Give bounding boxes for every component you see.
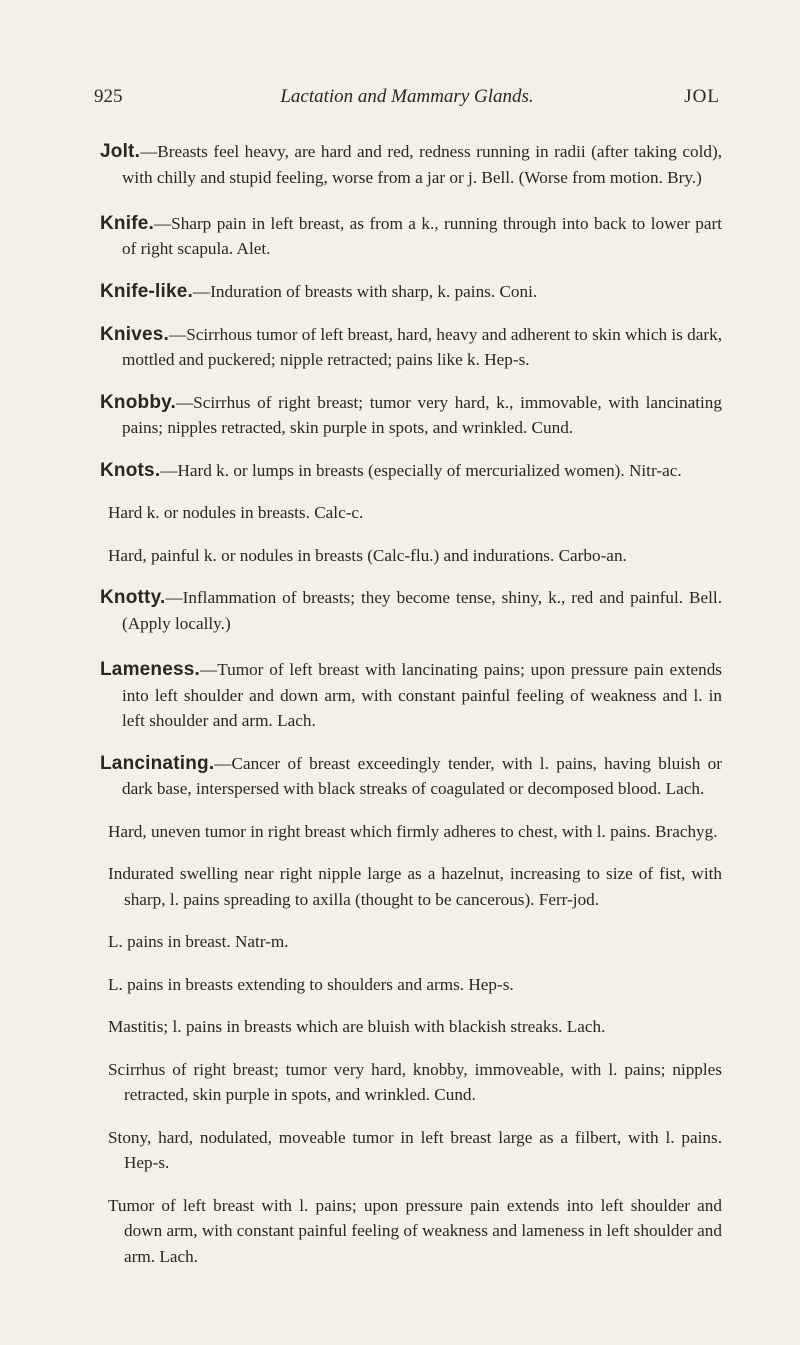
running-header xyxy=(94,86,720,116)
entry-text: —Scirrhus of right breast; tumor very hard, k., immovable, with lancinating pains; nipples retracted, skin purple in spots, and wrinkled. Cund. xyxy=(122,392,722,437)
entry-keyword: Knives. xyxy=(100,323,169,345)
entry-paragraph xyxy=(100,279,722,304)
entry-lameness xyxy=(100,657,722,733)
entry-text: —Inflammation of breasts; they become tense, shiny, k., red and painful. Bell. (Apply locally.) xyxy=(122,588,722,633)
entry-keyword: Knobby. xyxy=(100,391,176,413)
entry-keyword: Knife-like. xyxy=(100,281,193,302)
entry-subparagraph: Indurated swelling near right nipple large as a hazelnut, increasing to size of fist, with sharp, l. pains spreading to axilla (thought to be cancerous). Ferr-jod. xyxy=(108,864,722,909)
entry-keyword: Knife. xyxy=(100,213,154,234)
entry-jolt xyxy=(100,139,722,190)
entry-paragraph xyxy=(100,585,722,636)
entry-knotty xyxy=(100,585,722,636)
entry-knife-like xyxy=(100,279,722,304)
entry-subparagraph: Tumor of left breast with l. pains; upon pressure pain extends into left shoulder and down arm, with constant painful feeling of weakness and lameness in left shoulder and arm. Lach. xyxy=(108,1195,722,1266)
entry-subparagraph: Mastitis; l. pains in breasts which are bluish with blackish streaks. Lach. xyxy=(108,1017,606,1037)
entry-subparagraph: Scirrhus of right breast; tumor very hard, knobby, immoveable, with l. pains; nipples retracted, skin purple in spots, and wrinkled. Cund. xyxy=(108,1059,722,1105)
entries-list xyxy=(100,122,722,1286)
entry-paragraph xyxy=(100,322,722,373)
entry-paragraph xyxy=(100,657,722,733)
entry-text: —Breasts feel heavy, are hard and red, redness running in radii (after taking cold), with chilly and stupid feeling, worse from a jar or j. Bell. (Worse from motion. Bry.) xyxy=(122,142,722,187)
entry-subparagraph: Hard k. or nodules in breasts. Calc-c. xyxy=(108,503,364,523)
entry-paragraph xyxy=(100,458,722,483)
entry-knobby xyxy=(100,390,722,441)
entry-text: —Tumor of left breast with lancinating pains; upon pressure pain extends into left shoulder and down arm, with constant painful feeling of weakness and l. in left shoulder and arm. Lach. xyxy=(122,660,722,730)
entry-keyword: Lancinating. xyxy=(100,752,215,774)
guide-keyword: JOL xyxy=(684,86,720,107)
entry-paragraph xyxy=(100,211,722,262)
entry-text: —Cancer of breast exceedingly tender, with l. pains, having bluish or dark base, interspersed with black streaks of coagulated or decomposed blood. Lach. xyxy=(122,753,722,798)
entry-knots xyxy=(100,458,722,569)
entry-keyword: Knots. xyxy=(100,459,161,481)
entry-subparagraph: Stony, hard, nodulated, moveable tumor in left breast large as a filbert, with l. pains. Hep-s. xyxy=(108,1127,722,1173)
entry-lancinating xyxy=(100,751,722,1270)
page-number: 925 xyxy=(94,86,123,107)
entry-keyword: Lameness. xyxy=(100,659,201,681)
entry-subparagraph: Hard, painful k. or nodules in breasts (Calc-flu.) and indurations. Carbo-an. xyxy=(108,545,627,565)
entry-keyword: Knotty. xyxy=(100,587,166,609)
entry-text: —Induration of breasts with sharp, k. pains. Coni. xyxy=(193,282,538,301)
entry-subparagraph: Hard, uneven tumor in right breast which firmly adheres to chest, with l. pains. Brachyg. xyxy=(108,821,718,841)
entry-paragraph xyxy=(100,390,722,441)
entry-keyword: Jolt. xyxy=(100,141,141,163)
entry-text: —Sharp pain in left breast, as from a k., running through into back to lower part of right scapula. Alet. xyxy=(122,214,722,259)
entry-subparagraph: L. pains in breast. Natr-m. xyxy=(108,932,289,952)
entry-knife xyxy=(100,211,722,262)
entry-paragraph xyxy=(100,751,722,802)
entry-paragraph xyxy=(100,139,722,190)
page-title: Lactation and Mammary Glands. xyxy=(280,86,534,107)
entry-text: —Scirrhous tumor of left breast, hard, heavy and adherent to skin which is dark, mottled and puckered; nipple retracted; pains like k. Hep-s. xyxy=(122,324,722,369)
entry-subparagraph: L. pains in breasts extending to shoulders and arms. Hep-s. xyxy=(108,974,514,994)
entry-knives xyxy=(100,322,722,373)
entry-text: —Hard k. or lumps in breasts (especially of mercurialized women). Nitr-ac. xyxy=(160,460,682,480)
